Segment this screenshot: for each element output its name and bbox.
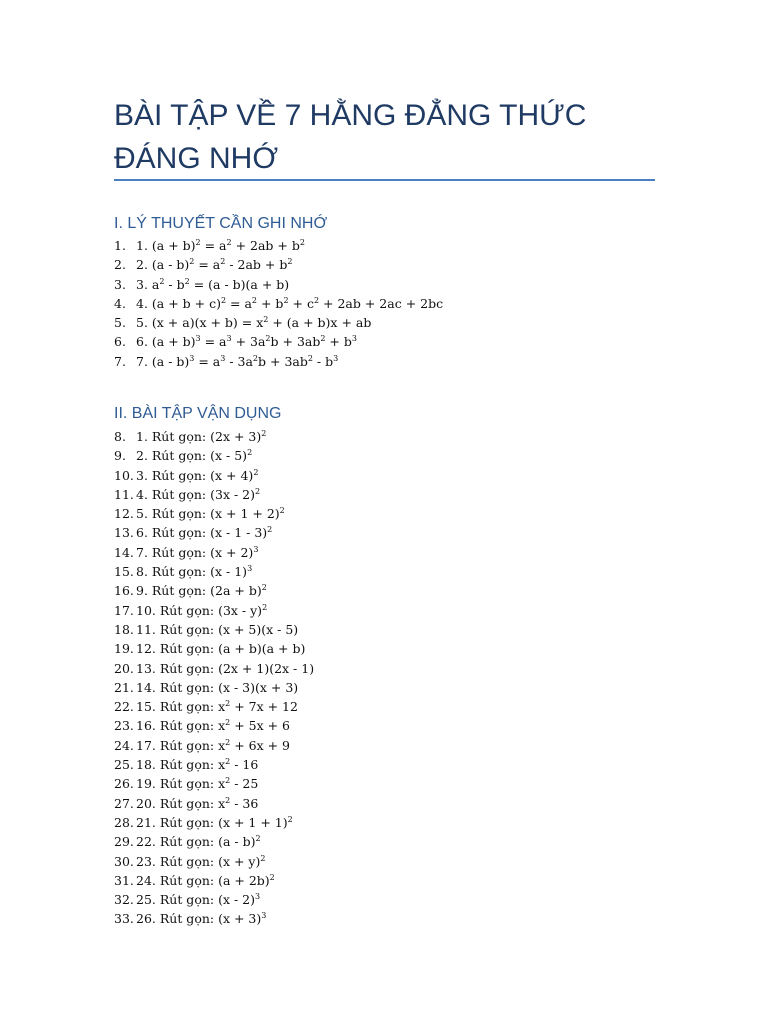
list-item-text: 9. Rút gọn: $(2a + b)^2$ (136, 583, 267, 599)
list-item-number: 5. (114, 315, 126, 331)
list-item-text: 17. Rút gọn: $x^2 + 6x + 9$ (136, 737, 291, 753)
list-item-number: 24. (114, 737, 134, 753)
list-item-number: 13. (114, 525, 134, 541)
list-item (114, 581, 314, 600)
list-item-number: 9. (114, 448, 126, 464)
list-item (114, 832, 314, 851)
list-item-text: 5. $(x + a)(x + b) = x^2 + (a + b)x$ + ab (136, 315, 372, 331)
list-item (114, 313, 443, 332)
list-item (114, 774, 314, 793)
list-item-text: 23. Rút gọn: $(x + y)^2$ (136, 853, 266, 869)
title-divider (114, 179, 655, 181)
list-item (114, 794, 314, 813)
list-item (114, 697, 314, 716)
list-item-text: 16. Rút gọn: $x^2 + 5x + 6$ (136, 718, 291, 734)
list-item (114, 659, 314, 678)
list-item (114, 813, 314, 832)
list-item-text: 3. $a^2 - b^2 = (a - b)(a + b)$ (136, 276, 290, 292)
list-item (114, 446, 314, 465)
list-item (114, 466, 314, 485)
list-item-number: 14. (114, 544, 134, 560)
list-item (114, 332, 443, 351)
list-item-text: 1. $(a + b)^2 = a^2 + 2ab + b^2$ (136, 238, 305, 253)
list-item-text: 26. Rút gọn: $(x + 3)^3$ (136, 911, 267, 927)
list-item (114, 562, 314, 581)
exercise-list (114, 427, 314, 929)
list-item-number: 33. (114, 911, 134, 927)
list-item-number: 28. (114, 814, 134, 830)
list-item-number: 8. (114, 429, 126, 444)
list-item (114, 639, 314, 658)
list-item (114, 352, 443, 371)
section-heading-theory: I. LÝ THUYẾT CẦN GHI NHỚ (114, 215, 328, 232)
list-item-text: 1. Rút gọn: $(2x + 3)^2$ (136, 429, 267, 444)
list-item (114, 871, 314, 890)
list-item-number: 29. (114, 834, 134, 850)
list-item-text: 14. Rút gọn: (x - 3)(x + 3) (136, 679, 299, 695)
list-item (114, 255, 443, 274)
list-item (114, 294, 443, 313)
list-item-number: 16. (114, 583, 134, 599)
section-heading-exercises: II. BÀI TẬP VẬN DỤNG (114, 405, 282, 422)
list-item-text: 2. Rút gọn: (x - 5)$^2$ (136, 448, 253, 464)
list-item (114, 755, 314, 774)
list-item-text: 13. Rút gọn: (2x + 1)(2x - 1) (136, 660, 315, 676)
list-item-number: 12. (114, 506, 134, 522)
document-title: BÀI TẬP VỀ 7 HẰNG ĐẲNG THỨC ĐÁNG NHỚ (114, 99, 587, 175)
list-item-number: 32. (114, 892, 134, 908)
list-item (114, 485, 314, 504)
list-item-text: 2. $(a - b)^2 = a^2 - 2ab + b^2$ (136, 257, 293, 273)
list-item (114, 236, 443, 255)
list-item-number: 21. (114, 679, 134, 695)
list-item-number: 31. (114, 872, 134, 888)
list-item-text: 8. Rút gọn: (x - 1)$^3$ (136, 564, 253, 580)
list-item (114, 427, 314, 446)
list-item-number: 15. (114, 564, 134, 580)
list-item-number: 1. (114, 238, 126, 253)
list-item-text: 3. Rút gọn: $(x + 4)^2$ (136, 467, 259, 483)
list-item-text: 21. Rút gọn: $(x + 1 + 1)^2$ (136, 814, 293, 830)
list-item-text: 24. Rút gọn: $(a + 2b)^2$ (136, 872, 275, 888)
list-item-number: 26. (114, 776, 134, 792)
list-item-text: 12. Rút gọn: (a + b)(a + b) (136, 641, 306, 657)
list-item-text: 4. Rút gọn: (3x - 2)$^2$ (136, 486, 261, 502)
list-item-number: 3. (114, 276, 126, 292)
list-item (114, 890, 314, 909)
list-item-text: 5. Rút gọn: $(x + 1 + 2)^2$ (136, 506, 285, 522)
list-item-text: 19. Rút gọn: $x^2 - 25$ (136, 776, 259, 792)
list-item-text: 22. Rút gọn: (a - b)$^2$ (136, 834, 261, 850)
list-item (114, 852, 314, 871)
list-item-number: 25. (114, 757, 134, 773)
list-item-number: 11. (114, 486, 134, 502)
theory-list (114, 236, 443, 371)
list-item-text: 25. Rút gọn: (x - 2)$^3$ (136, 892, 261, 908)
list-item-number: 23. (114, 718, 134, 734)
list-item-number: 4. (114, 295, 126, 311)
list-item-text: 6. $(a + b)^3 = a^3 + 3a^2b + 3ab^2 + b^3$ (136, 334, 357, 350)
list-item (114, 543, 314, 562)
list-item-text: 15. Rút gọn: $x^2 + 7x + 12$ (136, 699, 298, 715)
list-item-text: 7. Rút gọn: $(x + 2)^3$ (136, 544, 259, 560)
list-item (114, 678, 314, 697)
list-item-number: 19. (114, 641, 134, 657)
list-item (114, 909, 314, 928)
list-item (114, 716, 314, 735)
list-item-text: 18. Rút gọn: $x^2 - 16$ (136, 757, 259, 773)
list-item-text: 20. Rút gọn: $x^2 - 36$ (136, 795, 259, 811)
list-item-text: 10. Rút gọn: (3x - y)$^2$ (136, 602, 268, 618)
list-item-number: 22. (114, 699, 134, 715)
list-item-text: 11. Rút gọn: (x + 5)(x - 5) (136, 621, 299, 637)
list-item-number: 2. (114, 257, 126, 273)
list-item-number: 6. (114, 334, 126, 350)
list-item-number: 30. (114, 853, 134, 869)
list-item (114, 275, 443, 294)
list-item-text: 4. $(a + b + c)^2 = a^2 + b^2 + c^2 + 2ab + 2ac + 2bc$ (136, 295, 444, 311)
list-item-number: 18. (114, 621, 134, 637)
list-item (114, 736, 314, 755)
list-item (114, 620, 314, 639)
list-item-text: 7. $(a - b)^3 = a^3 - 3a^2b + 3ab^2 - b^3$ (136, 353, 339, 369)
list-item (114, 601, 314, 620)
list-item (114, 523, 314, 542)
list-item-number: 20. (114, 660, 134, 676)
list-item-number: 10. (114, 467, 134, 483)
list-item-text: 6. Rút gọn: (x - 1 - 3)$^2$ (136, 525, 273, 541)
list-item-number: 27. (114, 795, 134, 811)
list-item-number: 7. (114, 353, 126, 369)
list-item (114, 504, 314, 523)
list-item-number: 17. (114, 602, 134, 618)
